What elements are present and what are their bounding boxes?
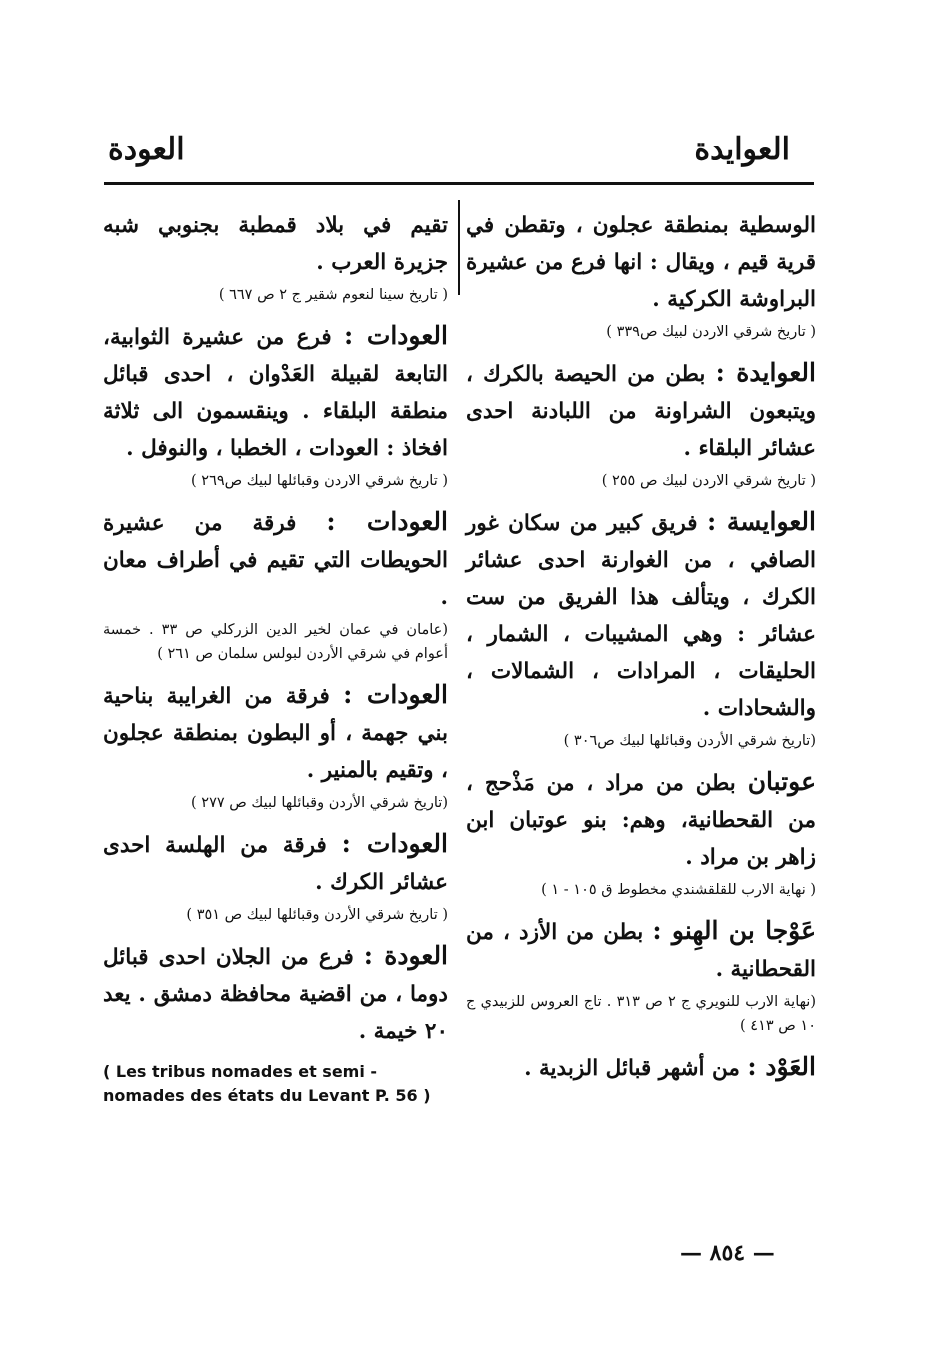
entry-headword: عَوْجا بن الهِنو : bbox=[652, 916, 817, 945]
right-column bbox=[466, 205, 816, 1093]
page-number: — ٨٥٤ — bbox=[680, 1240, 775, 1266]
entry-text: بطن من الحيصة بالكرك ، ويتبعون الشراونة من اللبادنة احدى عشائر البلقاء . bbox=[466, 362, 816, 461]
entry-text: فرع من عشيرة الثوابية، التابعة لقبيلة العَدْوان ، احدى قبائل منطقة البلقاء . وينقسمون الى ثلاثة افخاذ : العودات ، الخطبا ، والنوفل . bbox=[103, 325, 448, 461]
entry-text: الوسطية بمنطقة عجلون ، وتقطن في قرية قيم ، ويقال : انها فرع من عشيرة البراوشة الكركية . bbox=[466, 213, 816, 312]
entry-headword: العوايسة : bbox=[706, 507, 816, 536]
dictionary-entry bbox=[103, 205, 448, 307]
dictionary-entry bbox=[466, 912, 816, 1038]
entry-headword: العودات : bbox=[344, 321, 448, 350]
dictionary-entry bbox=[466, 1048, 816, 1087]
entry-text: فرع من الجلان احدى قبائل دوما ، من اقضية محافظة دمشق . يعد ٢٠ خيمة . bbox=[103, 945, 448, 1044]
entry-reference: ( نهاية الارب للقلقشندي مخطوط ق ١٠٥ - ١ ) bbox=[541, 882, 816, 898]
entry-reference: (تاريخ شرقي الأردن وقبائلها لبيك ص ٢٧٧ ) bbox=[191, 795, 448, 811]
dictionary-entry bbox=[466, 503, 816, 753]
entry-text: بطن من مراد ، من مَذْحج ، من القحطانية، وهم: بنو عوتبان ابن زاهر بن مراد . bbox=[466, 771, 816, 870]
entry-headword: العودات : bbox=[341, 829, 448, 858]
entry-headword: عوتبان bbox=[747, 767, 816, 796]
entry-headword: العوايدة : bbox=[715, 358, 816, 387]
entry-text: فرقة من الهلسة احدى عشائر الكرك . bbox=[103, 833, 448, 895]
left-column bbox=[103, 205, 448, 1108]
entry-text: فريق كبير من سكان غور الصافي ، من الغوارنة احدى عشائر الكرك ، ويتألف هذا الفريق من ست عشائر : وهي المشيبات ، الشمار ، الحليقات ، المرادات ، الشمالات ، والشحادات . bbox=[466, 511, 816, 721]
entry-reference: ( تاريخ شرقي الاردن وقبائلها لبيك ص٢٦٩ ) bbox=[191, 473, 448, 489]
entry-reference: (عامان في عمان لخير الدين الزركلي ص ٣٣ . خمسة أعوام في شرقي الأردن لبولس سلمان ص ٢٦١ ) bbox=[103, 622, 448, 662]
entry-headword: العودات : bbox=[326, 507, 448, 536]
dictionary-entry bbox=[103, 825, 448, 927]
entry-headword: العَوْد : bbox=[747, 1052, 816, 1081]
dictionary-entry bbox=[103, 937, 448, 1050]
entry-text: من أشهر قبائل الزبدية . bbox=[524, 1056, 740, 1081]
dictionary-entry bbox=[103, 676, 448, 815]
entry-reference: (تاريخ شرقي الأردن وقبائلها لبيك ص٣٠٦ ) bbox=[563, 733, 816, 749]
entry-text: فرقة من الغرايبة بناحية بني جهمة ، أو البطون بمنطقة عجلون ، وتقيم بالمنير . bbox=[103, 684, 448, 783]
running-header-right: العوايدة bbox=[694, 132, 790, 167]
entry-reference: ( تاريخ شرقي الاردن لبيك ص٣٣٩ ) bbox=[606, 324, 816, 340]
dictionary-entry bbox=[466, 205, 816, 344]
header-rule bbox=[104, 182, 814, 185]
entry-reference: (نهاية الارب للنويري ج ٢ ص ٣١٣ . تاج العروس للزبيدي ج ١٠ ص ٤١٣ ) bbox=[466, 994, 816, 1034]
entry-text: بطن من الأزد ، من القحطانية . bbox=[466, 920, 816, 982]
column-divider bbox=[458, 200, 460, 295]
dictionary-entry bbox=[103, 503, 448, 666]
entry-headword: العودات : bbox=[343, 680, 448, 709]
dictionary-entry bbox=[103, 317, 448, 493]
dictionary-entry bbox=[466, 354, 816, 493]
entry-reference: ( تاريخ شرقي الأردن وقبائلها لبيك ص ٣٥١ ) bbox=[186, 907, 448, 923]
dictionary-entry bbox=[466, 763, 816, 902]
entry-text: تقيم في بلاد قمطبة بجنوبي شبه جزيرة العرب . bbox=[103, 213, 448, 275]
running-header-left: العودة bbox=[108, 132, 185, 167]
entry-reference: ( تاريخ شرقي الاردن لبيك ص ٢٥٥ ) bbox=[601, 473, 816, 489]
entry-text: فرقة من عشيرة الحويطات التي تقيم في أطراف معان . bbox=[103, 511, 448, 610]
entry-reference: ( تاريخ سينا لنعوم شقير ج ٢ ص ٦٦٧ ) bbox=[218, 287, 448, 303]
entry-headword: العودة : bbox=[363, 941, 449, 970]
latin-reference: ( Les tribus nomades et semi - nomades des états du Levant P. 56 ) bbox=[103, 1062, 431, 1105]
